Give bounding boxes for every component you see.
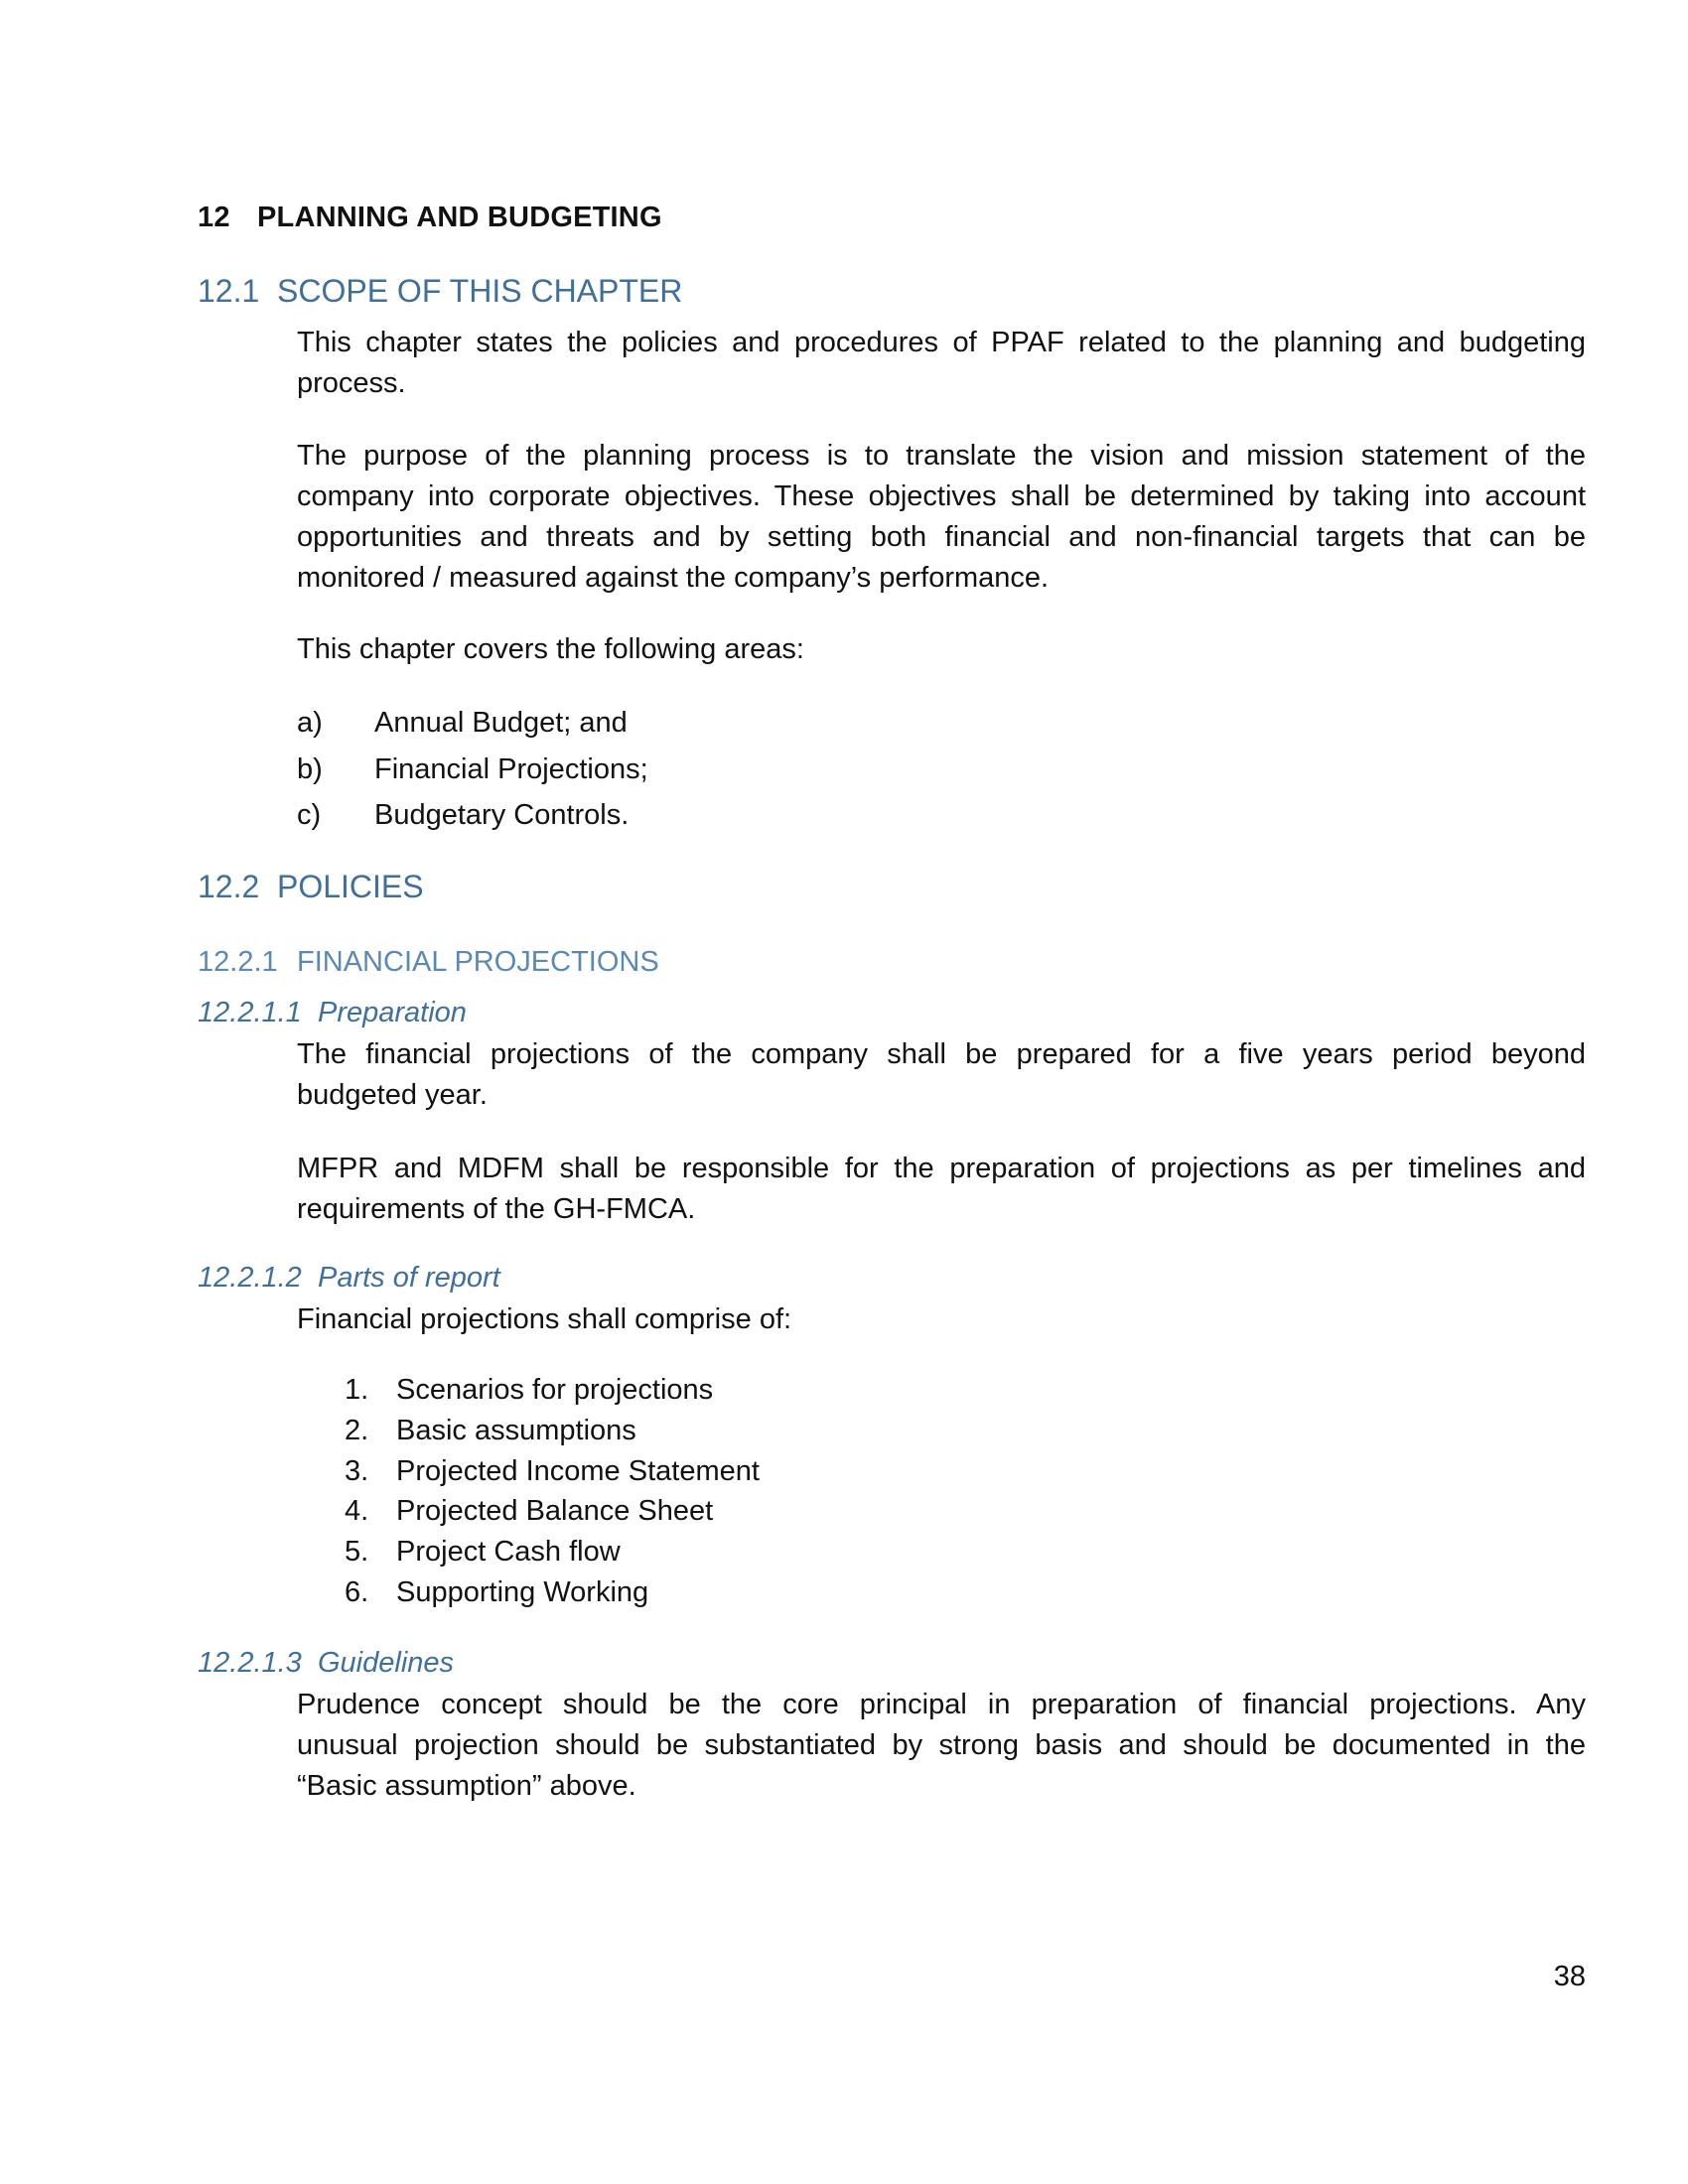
- chapter-number: 12: [198, 202, 230, 233]
- list-marker: c): [297, 799, 322, 831]
- section-number: 12.1: [198, 273, 260, 309]
- scope-paragraph-2: [297, 436, 1586, 599]
- heading-title: Guidelines: [318, 1647, 455, 1679]
- text-line: process.: [297, 367, 406, 399]
- text-line: Financial projections shall comprise of:: [297, 1303, 792, 1335]
- list-marker: 4.: [345, 1495, 369, 1528]
- heading-number: 12.2.1.1: [198, 997, 302, 1028]
- preparation-paragraph-2: [297, 1149, 1586, 1230]
- section-heading-policies: [198, 869, 424, 905]
- list-marker: 6.: [345, 1575, 369, 1608]
- chapter-heading: [198, 202, 662, 234]
- areas-list: [297, 700, 648, 839]
- list-item-text: Budgetary Controls.: [374, 799, 630, 831]
- text-line: MFPR and MDFM shall be responsible for the preparation of projections as per timelines and: [297, 1153, 1586, 1184]
- text-line: “Basic assumption” above.: [297, 1770, 636, 1802]
- subsection-title: FINANCIAL PROJECTIONS: [297, 946, 659, 978]
- report-parts-list: [345, 1370, 760, 1613]
- text-line: This chapter states the policies and procedures of PPAF related to the planning and budgeting: [297, 327, 1586, 358]
- list-marker: a): [297, 707, 323, 739]
- heading-title: Parts of report: [318, 1262, 500, 1294]
- heading-number: 12.2.1.3: [198, 1647, 302, 1679]
- heading-parts-of-report: [198, 1262, 500, 1295]
- list-item-text: Annual Budget; and: [374, 707, 628, 739]
- text-line: The purpose of the planning process is to translate the vision and mission statement of the: [297, 440, 1586, 472]
- text-line: This chapter covers the following areas:: [297, 633, 804, 665]
- list-marker: 1.: [345, 1374, 369, 1406]
- list-item-text: Basic assumptions: [396, 1414, 636, 1446]
- list-item-text: Financial Projections;: [374, 752, 648, 785]
- list-item-text: Supporting Working: [396, 1575, 649, 1608]
- guidelines-paragraph: [297, 1685, 1586, 1807]
- preparation-paragraph-1: [297, 1034, 1586, 1116]
- list-item: [297, 792, 648, 839]
- heading-guidelines: [198, 1647, 454, 1680]
- parts-intro: [297, 1299, 1586, 1340]
- list-item: [345, 1491, 760, 1532]
- section-heading-scope: [198, 273, 682, 310]
- list-item-text: Projected Balance Sheet: [396, 1495, 714, 1528]
- list-marker: 5.: [345, 1536, 369, 1569]
- heading-preparation: [198, 997, 467, 1029]
- subsection-heading-financial-projections: [198, 946, 659, 979]
- list-item: [345, 1451, 760, 1492]
- scope-paragraph-1: [297, 323, 1586, 404]
- page-number: 38: [1553, 1961, 1586, 1992]
- list-item-text: Project Cash flow: [396, 1536, 621, 1569]
- text-line: Prudence concept should be the core principal in preparation of financial projections. Any: [297, 1689, 1586, 1720]
- list-item: [345, 1532, 760, 1572]
- list-item-text: Scenarios for projections: [396, 1374, 714, 1406]
- chapter-title: PLANNING AND BUDGETING: [257, 202, 662, 233]
- list-marker: 2.: [345, 1414, 369, 1446]
- subsection-number: 12.2.1: [198, 946, 278, 978]
- list-marker: b): [297, 752, 323, 785]
- list-item: [297, 747, 648, 793]
- list-item: [345, 1572, 760, 1613]
- text-line: unusual projection should be substantiated by strong basis and should be documented in the: [297, 1729, 1586, 1761]
- section-number: 12.2: [198, 869, 260, 904]
- list-item: [345, 1411, 760, 1451]
- text-line: monitored / measured against the company’s performance.: [297, 562, 1050, 594]
- text-line: requirements of the GH-FMCA.: [297, 1193, 696, 1225]
- section-title: SCOPE OF THIS CHAPTER: [277, 273, 683, 309]
- text-line: budgeted year.: [297, 1079, 488, 1111]
- scope-paragraph-3: [297, 629, 1586, 670]
- heading-title: Preparation: [318, 997, 467, 1028]
- section-title: POLICIES: [277, 869, 424, 904]
- text-line: company into corporate objectives. These objectives shall be determined by taking into account: [297, 480, 1586, 512]
- text-line: opportunities and threats and by setting both financial and non-financial targets that can be: [297, 521, 1586, 553]
- heading-number: 12.2.1.2: [198, 1262, 302, 1294]
- list-marker: 3.: [345, 1454, 369, 1487]
- text-line: The financial projections of the company shall be prepared for a five years period beyond: [297, 1038, 1586, 1070]
- list-item-text: Projected Income Statement: [396, 1454, 760, 1487]
- list-item: [345, 1370, 760, 1411]
- list-item: [297, 700, 648, 747]
